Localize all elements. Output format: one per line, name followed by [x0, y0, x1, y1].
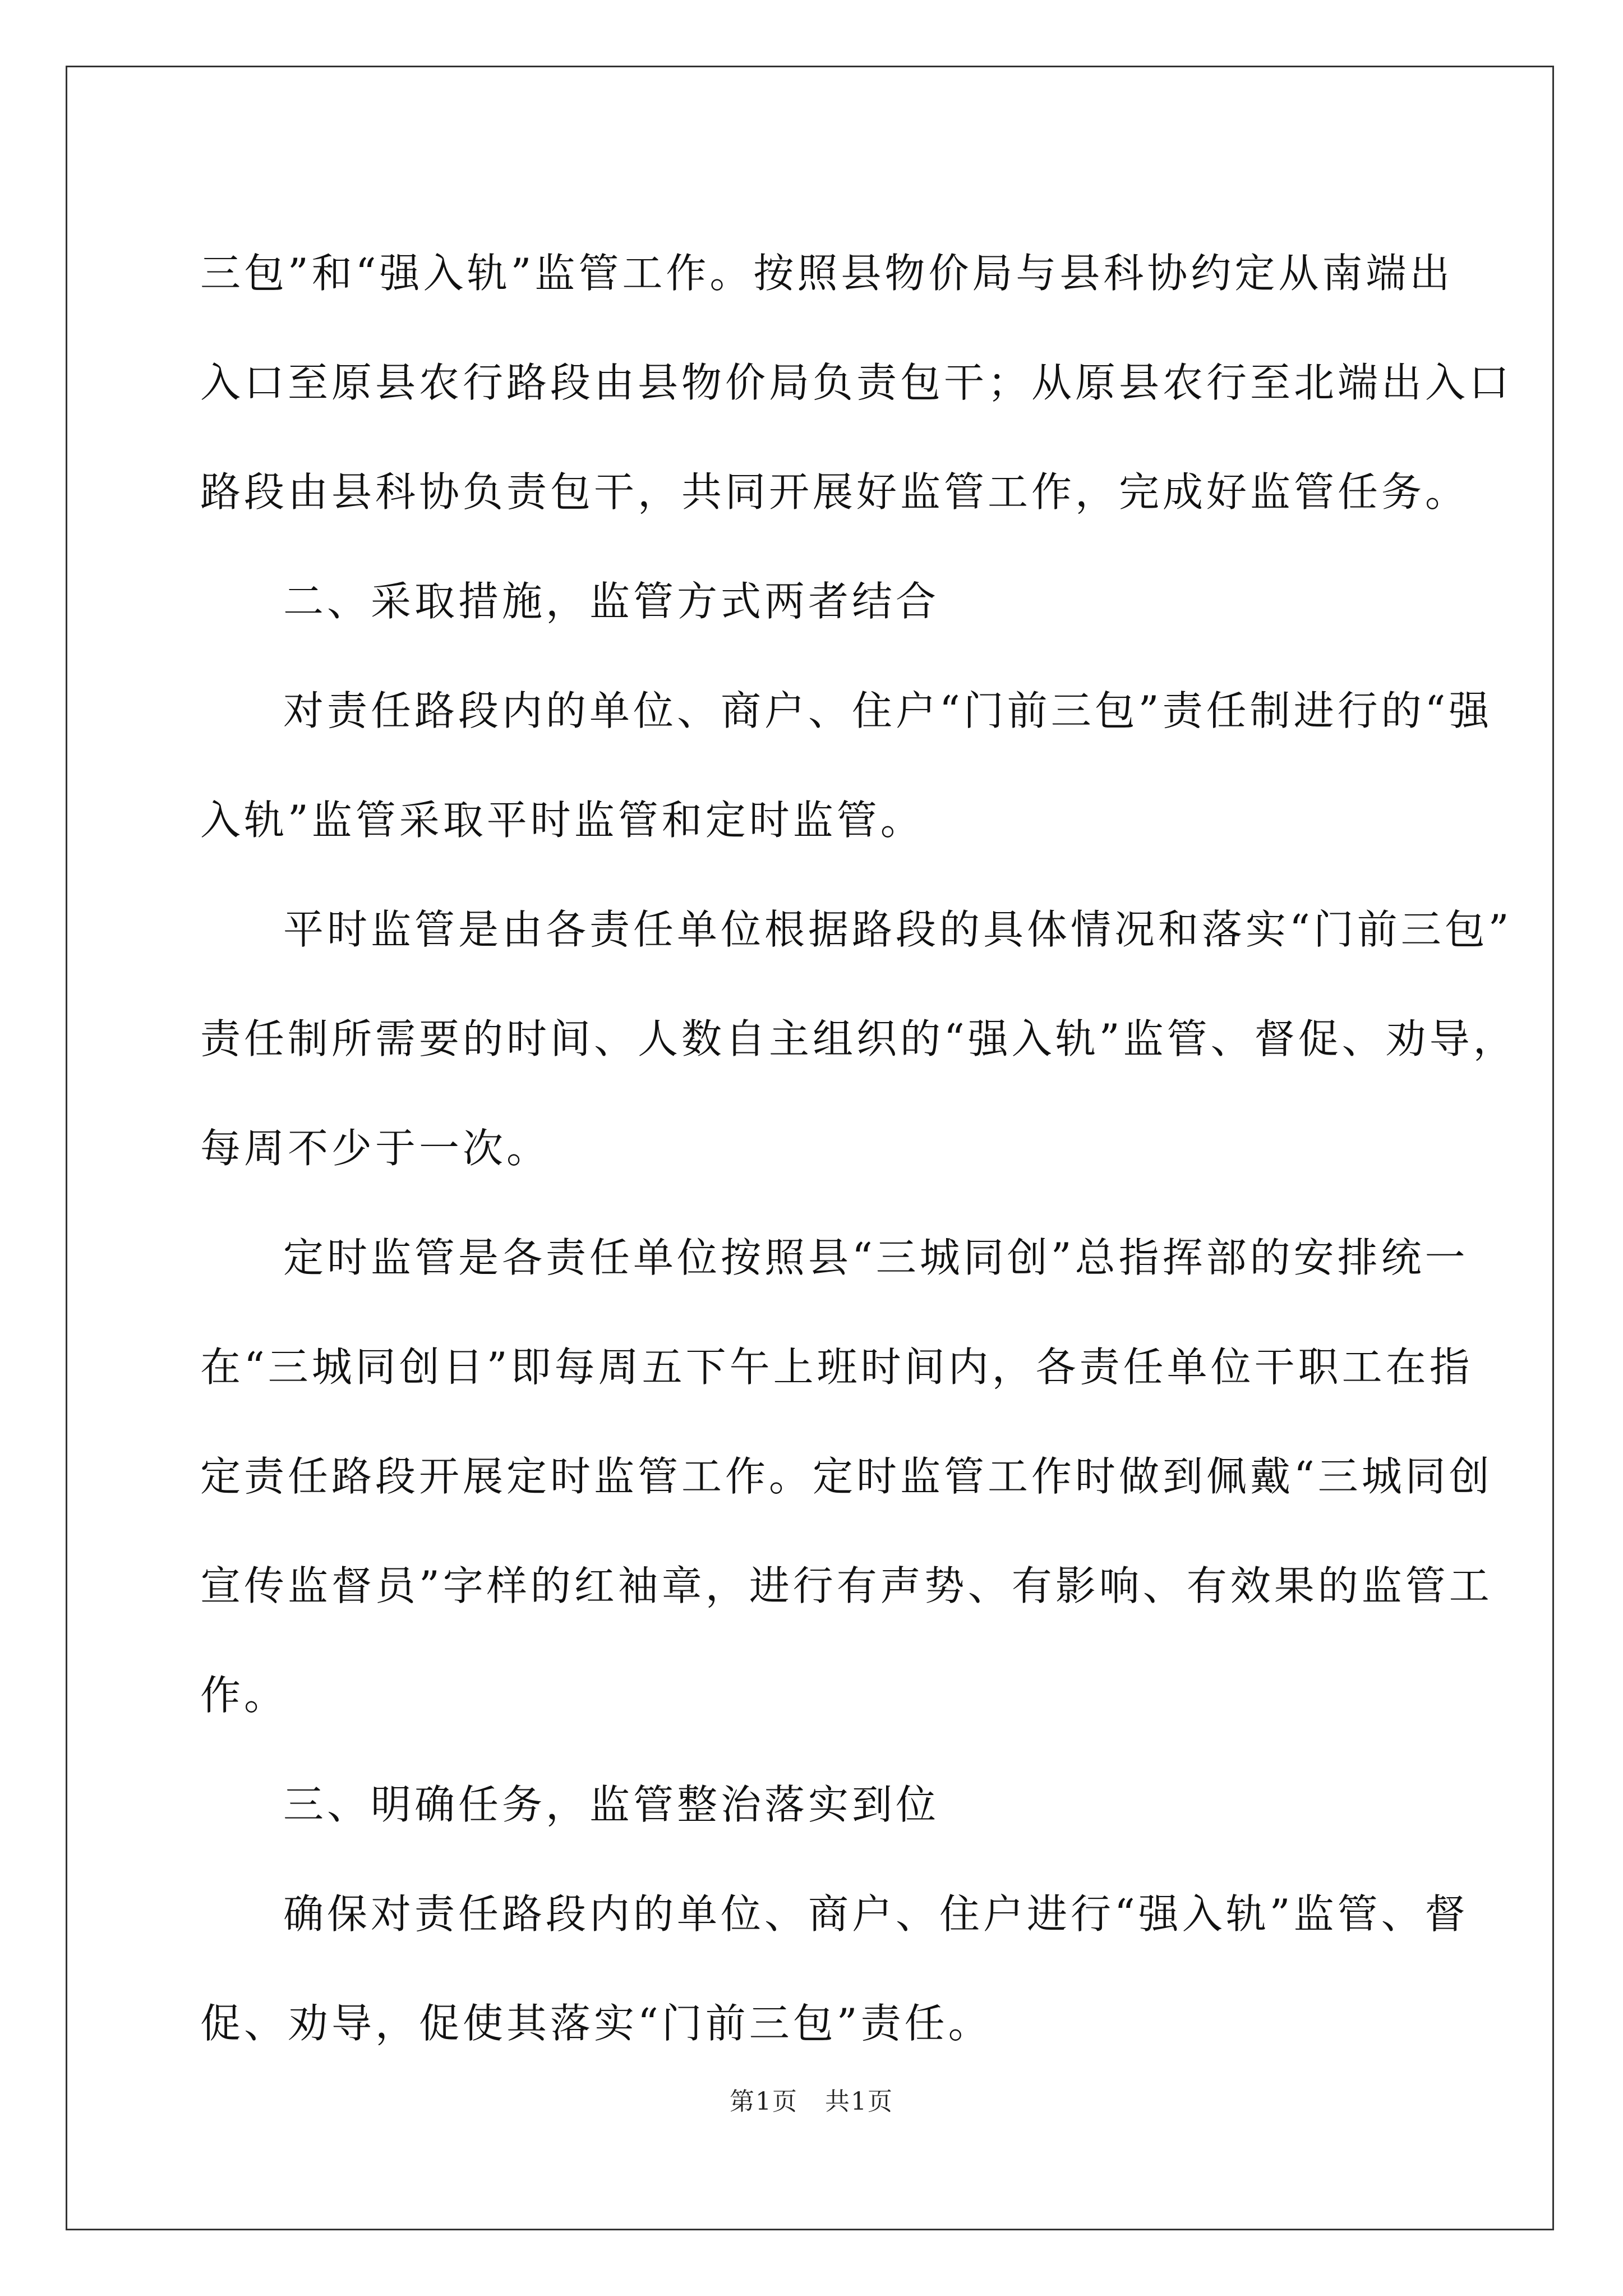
text-line: 确保对责任路段内的单位、商户、住户进行“强入轨”监管、督: [283, 1890, 1469, 1938]
document-body: [200, 219, 1517, 2078]
page-number: 第1页: [730, 2087, 798, 2116]
page-footer: [0, 2081, 1623, 2117]
text-line: 入口至原县农行路段由县物价局负责包干；从原县农行至北端出入口: [200, 359, 1513, 406]
text-line: 促、劝导，促使其落实“门前三包”责任。: [200, 2000, 992, 2047]
text-line: 在“三城同创日”即每周五下午上班时间内，各责任单位干职工在指: [200, 1343, 1473, 1391]
text-line: 三、明确任务，监管整治落实到位: [283, 1781, 940, 1828]
text-line: 路段由县科协负责包干，共同开展好监管工作，完成好监管任务。: [200, 468, 1469, 516]
text-line: 平时监管是由各责任单位根据路段的具体情况和落实“门前三包”: [283, 906, 1513, 953]
text-line: 入轨”监管采取平时监管和定时监管。: [200, 797, 924, 844]
text-line: 定时监管是各责任单位按照县“三城同创”总指挥部的安排统一: [283, 1234, 1469, 1281]
text-line: 宣传监督员”字样的红袖章，进行有声势、有影响、有效果的监管工: [200, 1562, 1493, 1609]
text-line: 二、采取措施，监管方式两者结合: [283, 578, 940, 625]
text-line: 对责任路段内的单位、商户、住户“门前三包”责任制进行的“强: [283, 687, 1493, 734]
text-line: 责任制所需要的时间、人数自主组织的“强入轨”监管、督促、劝导，: [200, 1015, 1517, 1062]
text-line: 作。: [200, 1672, 288, 1719]
text-line: 每周不少于一次。: [200, 1125, 551, 1172]
text-line: 定责任路段开展定时监管工作。定时监管工作时做到佩戴“三城同创: [200, 1453, 1493, 1500]
page-total: 共1页: [825, 2087, 893, 2116]
text-line: 三包”和“强入轨”监管工作。按照县物价局与县科协约定从南端出: [200, 250, 1454, 297]
